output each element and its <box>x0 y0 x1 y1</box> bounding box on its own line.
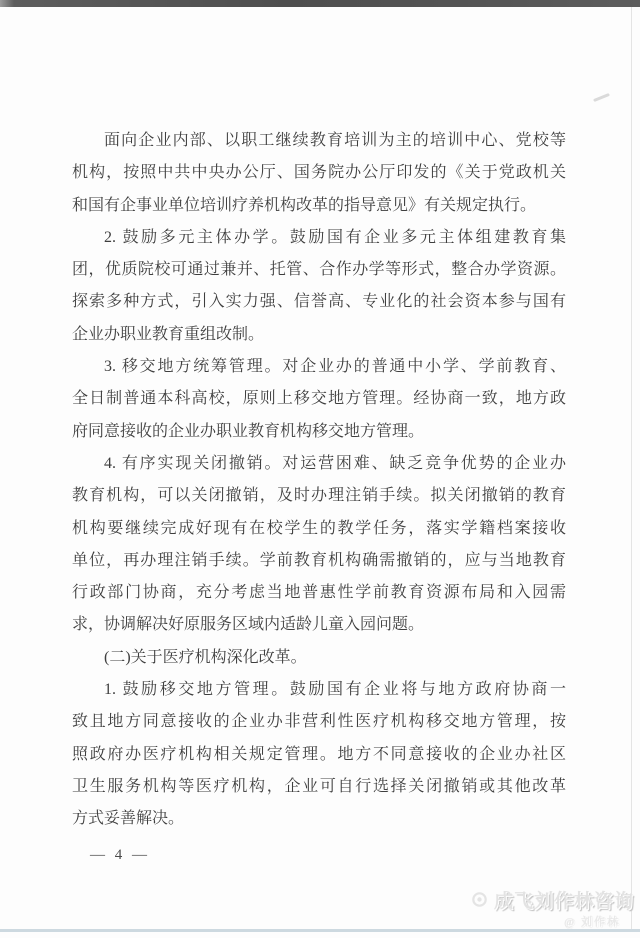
scan-bottom-edge <box>0 929 640 932</box>
paragraph-line: 团，优质院校可通过兼并、托管、合作办学等形式，整合办学资源。 <box>72 261 566 279</box>
paragraph-line: 面向企业内部、以职工继续教育培训为主的培训中心、党校等 <box>104 132 566 149</box>
paragraph-line: 4. 有序实现关闭撤销。对运营困难、缺乏竞争优势的企业办 <box>104 454 566 472</box>
document-body-text <box>72 125 566 836</box>
watermark-subtext: @ 刘作林 <box>564 916 620 928</box>
paragraph-line: (二)关于医疗机构深化改革。 <box>104 648 307 666</box>
paragraph-line: 教育机构，可以关闭撤销，及时办理注销手续。拟关闭撤销的教育 <box>72 487 566 505</box>
paragraph-line: 照政府办医疗机构相关规定管理。地方不同意接收的企业办社区 <box>72 745 566 763</box>
paragraph <box>72 351 566 448</box>
paragraph-line: 卫生服务机构等医疗机构，企业可自行选择关闭撤销或其他改革 <box>72 777 566 795</box>
scan-smudge-mark <box>593 93 610 102</box>
paragraph-line: 行政部门协商，充分考虑当地普惠性学前教育资源布局和入园需 <box>72 584 566 602</box>
paragraph-line: 企业办职业教育重组改制。 <box>72 325 265 343</box>
weibo-logo-icon <box>471 891 488 908</box>
paragraph-line: 3. 移交地方统筹管理。对企业办的普通中小学、学前教育、 <box>104 358 566 376</box>
scan-top-edge <box>0 0 640 7</box>
paper-right-edge <box>631 7 632 930</box>
paragraph-line: 1. 鼓励移交地方管理。鼓励国有企业将与地方政府协商一 <box>104 681 566 699</box>
paragraph-line: 致且地方同意接收的企业办非营利性医疗机构移交地方管理，按 <box>72 713 566 731</box>
paragraph-line: 求，协调解决好原服务区域内适龄儿童入园问题。 <box>72 616 425 634</box>
paragraph-line: 探索多种方式，引入实力强、信誉高、专业化的社会资本参与国有 <box>72 293 566 311</box>
watermark-text: 成飞刘作林咨询 <box>493 891 634 912</box>
watermark <box>471 886 634 929</box>
paragraph <box>72 125 566 222</box>
paragraph-line: 和国有企事业单位培训疗养机构改革的指导意见》有关规定执行。 <box>72 196 537 214</box>
paragraph-line: 全日制普通本科高校，原则上移交地方管理。经协商一致，地方政 <box>72 390 566 408</box>
paragraph <box>72 674 566 835</box>
page-number: — 4 — <box>90 847 150 863</box>
paragraph <box>72 642 566 674</box>
paragraph <box>72 222 566 351</box>
paragraph-line: 府同意接收的企业办职业教育机构移交地方管理。 <box>72 422 425 440</box>
paragraph-line: 机构，按照中共中央办公厅、国务院办公厅印发的《关于党政机关 <box>72 164 566 182</box>
paragraph-line: 单位，再办理注销手续。学前教育机构确需撤销的，应与当地教育 <box>72 551 566 569</box>
paragraph-line: 2. 鼓励多元主体办学。鼓励国有企业多元主体组建教育集 <box>104 228 566 246</box>
watermark-main-line <box>471 886 634 913</box>
paragraph-line: 机构要继续完成好现有在校学生的教学任务，落实学籍档案接收 <box>72 519 566 537</box>
paragraph-line: 方式妥善解决。 <box>72 810 185 828</box>
paragraph <box>72 448 566 642</box>
